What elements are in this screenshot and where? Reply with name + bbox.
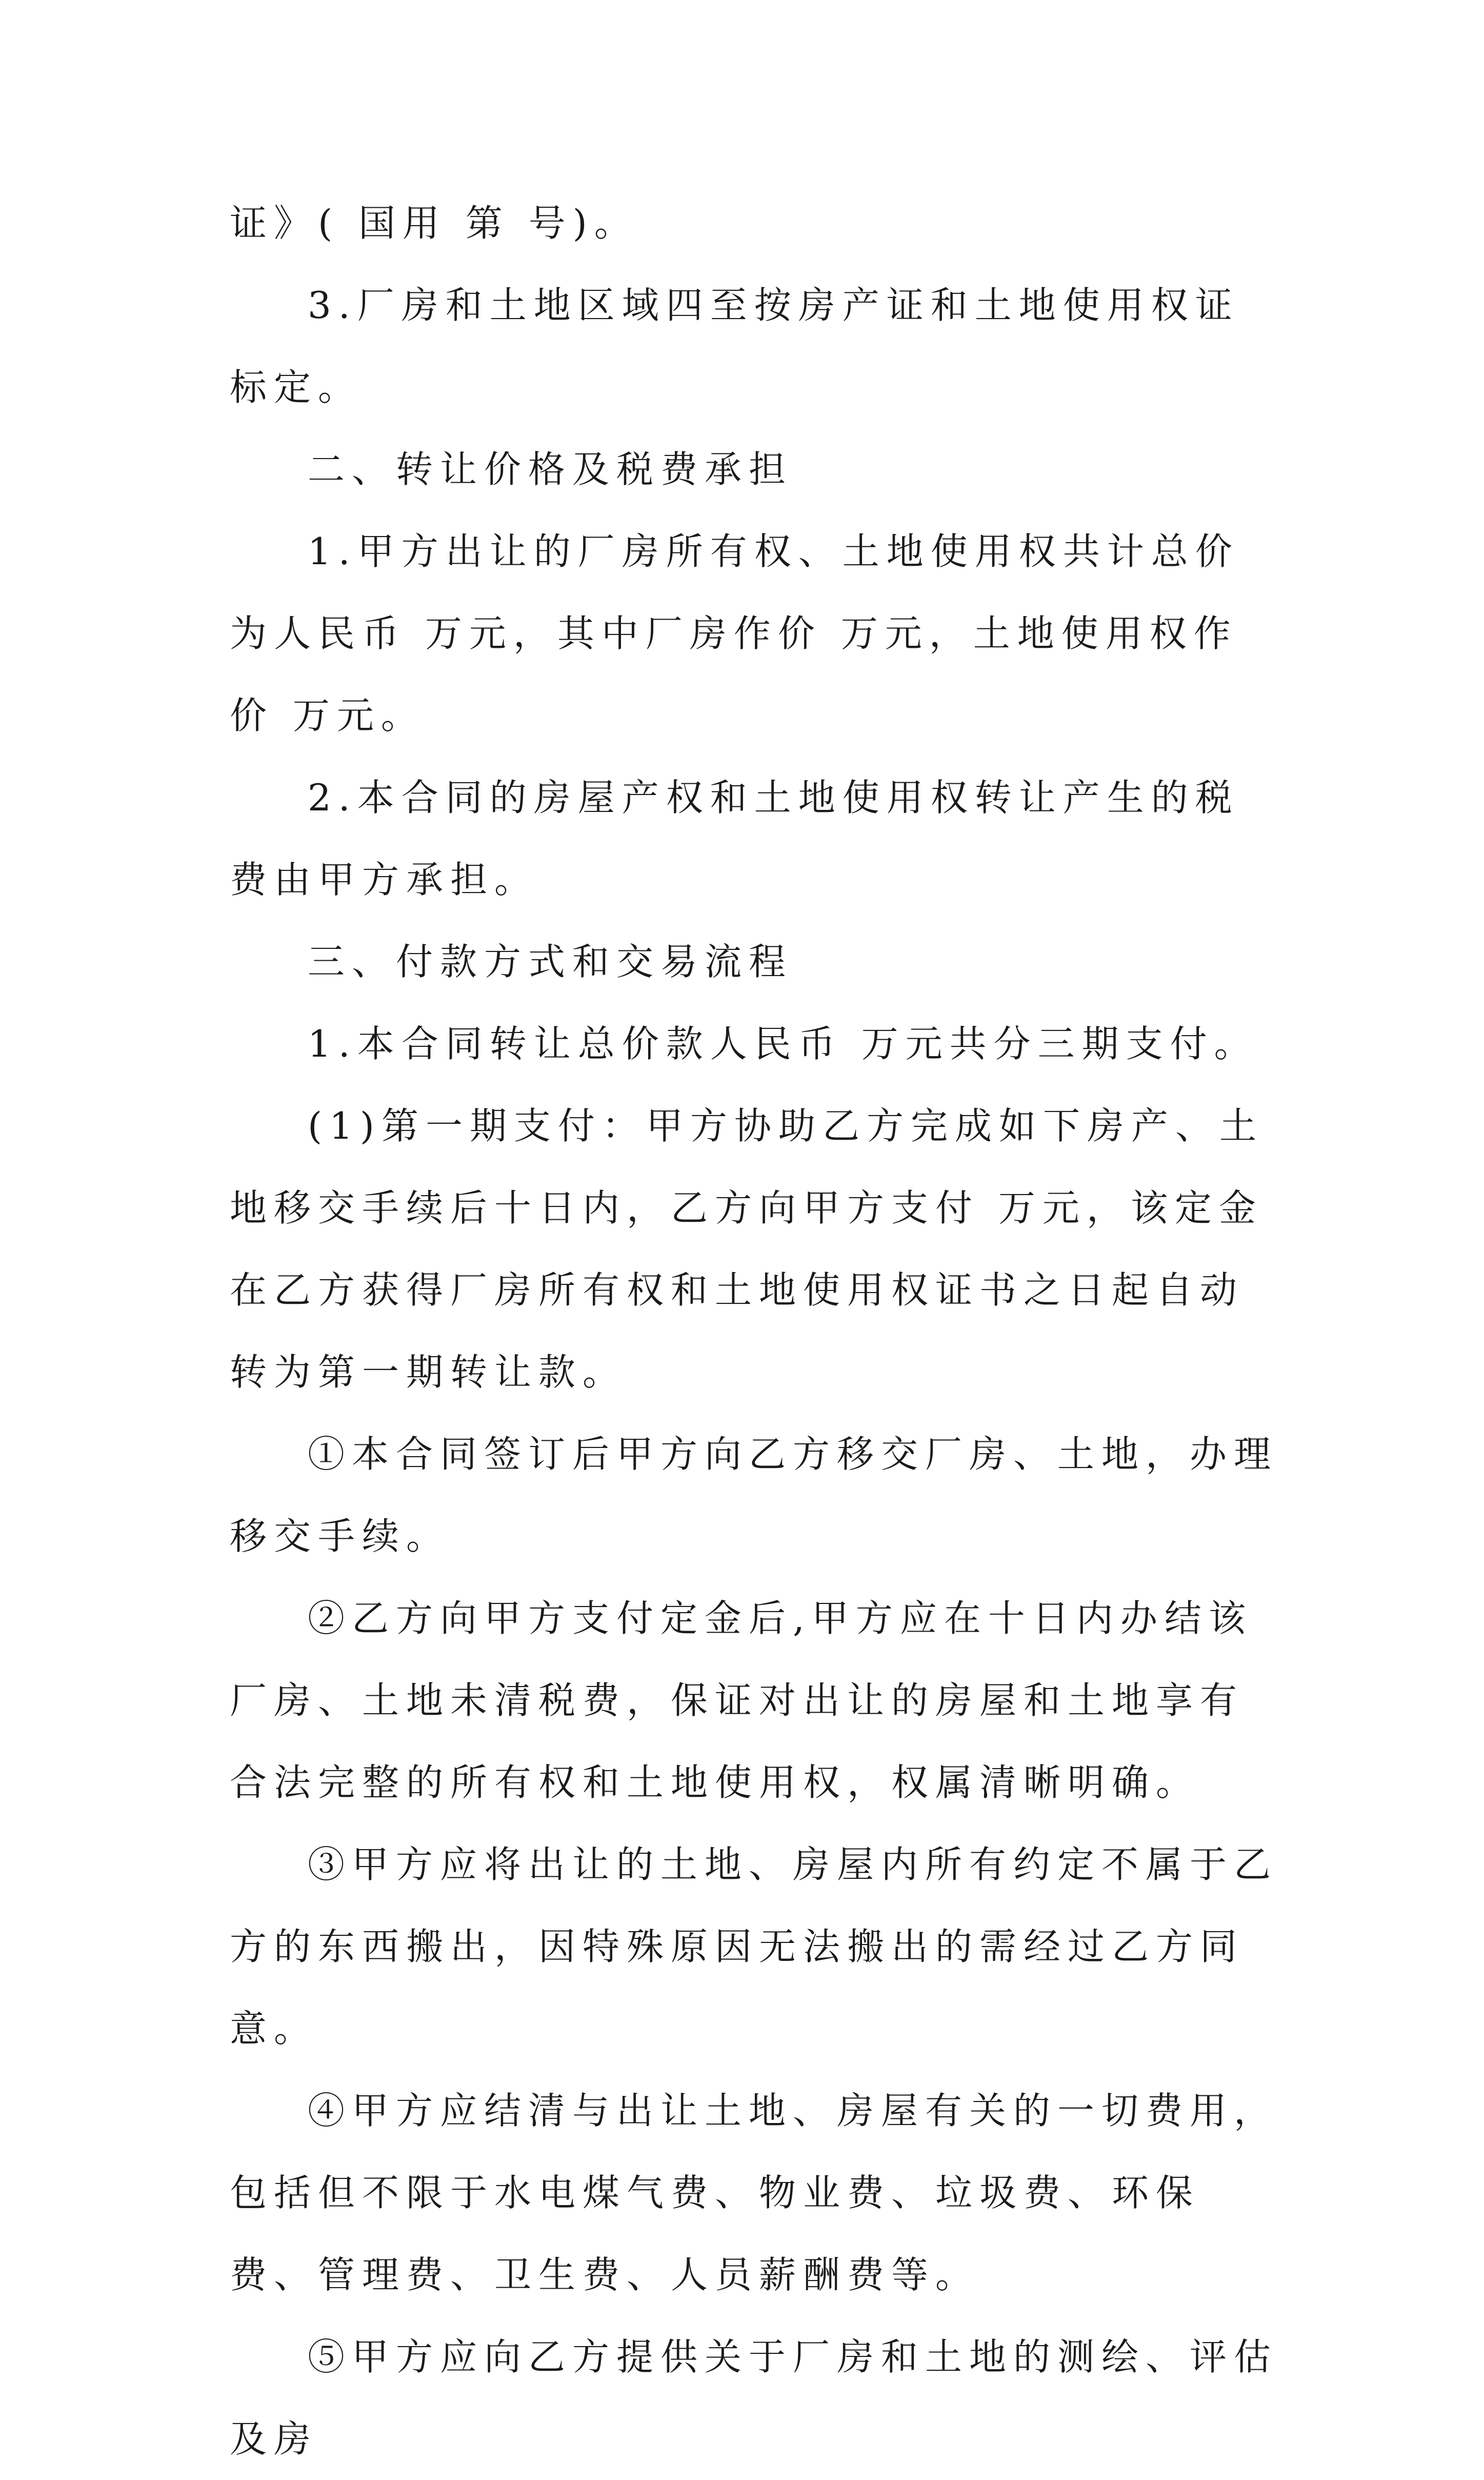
- paragraph-payment-1: 1.本合同转让总价款人民币 万元共分三期支付。: [308, 1022, 1258, 1065]
- paragraph-price-1: 1.甲方出让的厂房所有权、土地使用权共计总价为人民币 万元，其中厂房作价 万元，土地使用权作价 万元。: [230, 530, 1239, 737]
- list-item-5: ⑤甲方应向乙方提供关于厂房和土地的测绘、评估及房: [230, 2335, 1278, 2461]
- section-heading-2: 二、转让价格及税费承担: [308, 448, 793, 491]
- paragraph-first-payment: (1)第一期支付：甲方协助乙方完成如下房产、土地移交手续后十日内，乙方向甲方支付 万元，该定金在乙方获得厂房所有权和土地使用权证书之日起自动转为第一期转让款。: [230, 1104, 1264, 1394]
- list-item-2: ②乙方向甲方支付定金后,甲方应在十日内办结该厂房、土地未清税费，保证对出让的房屋和土地享有合法完整的所有权和土地使用权，权属清晰明确。: [230, 1597, 1253, 1804]
- list-item-1: ①本合同签订后甲方向乙方移交厂房、土地，办理移交手续。: [230, 1433, 1278, 1558]
- paragraph-price-2: 2.本合同的房屋产权和土地使用权转让产生的税费由甲方承担。: [230, 776, 1239, 901]
- paragraph-clause-3: 3.厂房和土地区域四至按房产证和土地使用权证标定。: [230, 284, 1239, 409]
- section-heading-3: 三、付款方式和交易流程: [308, 940, 793, 983]
- list-item-3: ③甲方应将出让的土地、房屋内所有约定不属于乙方的东西搬出，因特殊原因无法搬出的需经过乙方同意。: [230, 1843, 1278, 2050]
- paragraph-continuation: 证》( 国用 第 号)。: [230, 202, 638, 245]
- document-body: [230, 182, 1278, 2480]
- list-item-4: ④甲方应结清与出让土地、房屋有关的一切费用，包括但不限于水电煤气费、物业费、垃圾费、环保费、管理费、卫生费、人员薪酬费等。: [230, 2089, 1278, 2296]
